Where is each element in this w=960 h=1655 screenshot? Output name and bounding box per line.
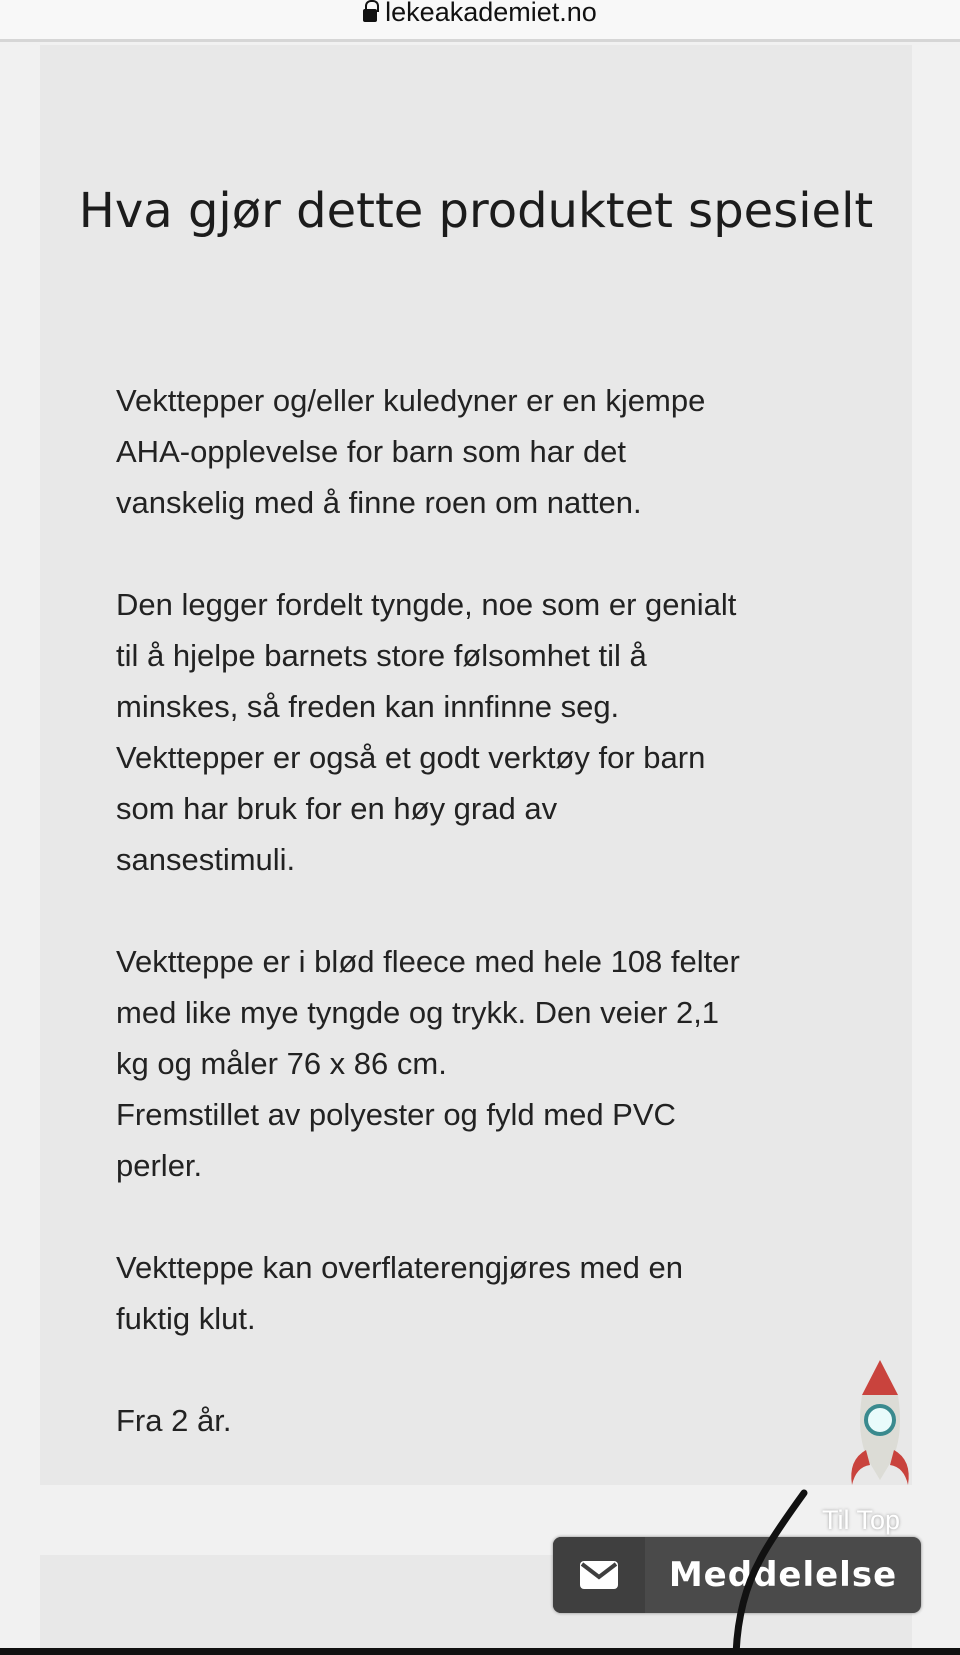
rocket-icon	[840, 1355, 920, 1495]
paragraph: Vektteppe er i blød fleece med hele 108 felter med like mye tyngde og trykk. Den veier 2,1 kg og måler 76 x 86 cm. Fremstillet av polyester og fyld med PVC perler.	[116, 944, 740, 1183]
bottom-edge	[0, 1648, 960, 1655]
to-top-label: Til Top	[822, 1505, 901, 1535]
product-info-section	[40, 45, 912, 1485]
paragraph: Fra 2 år.	[116, 1403, 232, 1438]
envelope-icon	[579, 1560, 619, 1590]
section-body	[116, 375, 876, 1497]
paragraph: Den legger fordelt tyngde, noe som er genialt til å hjelpe barnets store følsomhet til å minskes, så freden kan innfinne seg. Vekttepper er også et godt verktøy for barn som har bruk for en høy grad av sansestimuli.	[116, 587, 737, 877]
paragraph: Vekttepper og/eller kuledyner er en kjempe AHA-opplevelse for barn som har det vanskelig med å finne roen om natten.	[116, 383, 706, 520]
lock-icon	[363, 6, 377, 24]
section-title: Hva gjør dette produktet spesielt	[78, 183, 874, 239]
message-label: Meddelelse	[668, 1555, 898, 1595]
browser-url-bar[interactable]	[0, 0, 960, 42]
paragraph: Vektteppe kan overflaterengjøres med en fuktig klut.	[116, 1250, 683, 1336]
message-button[interactable]	[553, 1537, 921, 1613]
url-text: lekeakademiet.no	[385, 0, 597, 27]
